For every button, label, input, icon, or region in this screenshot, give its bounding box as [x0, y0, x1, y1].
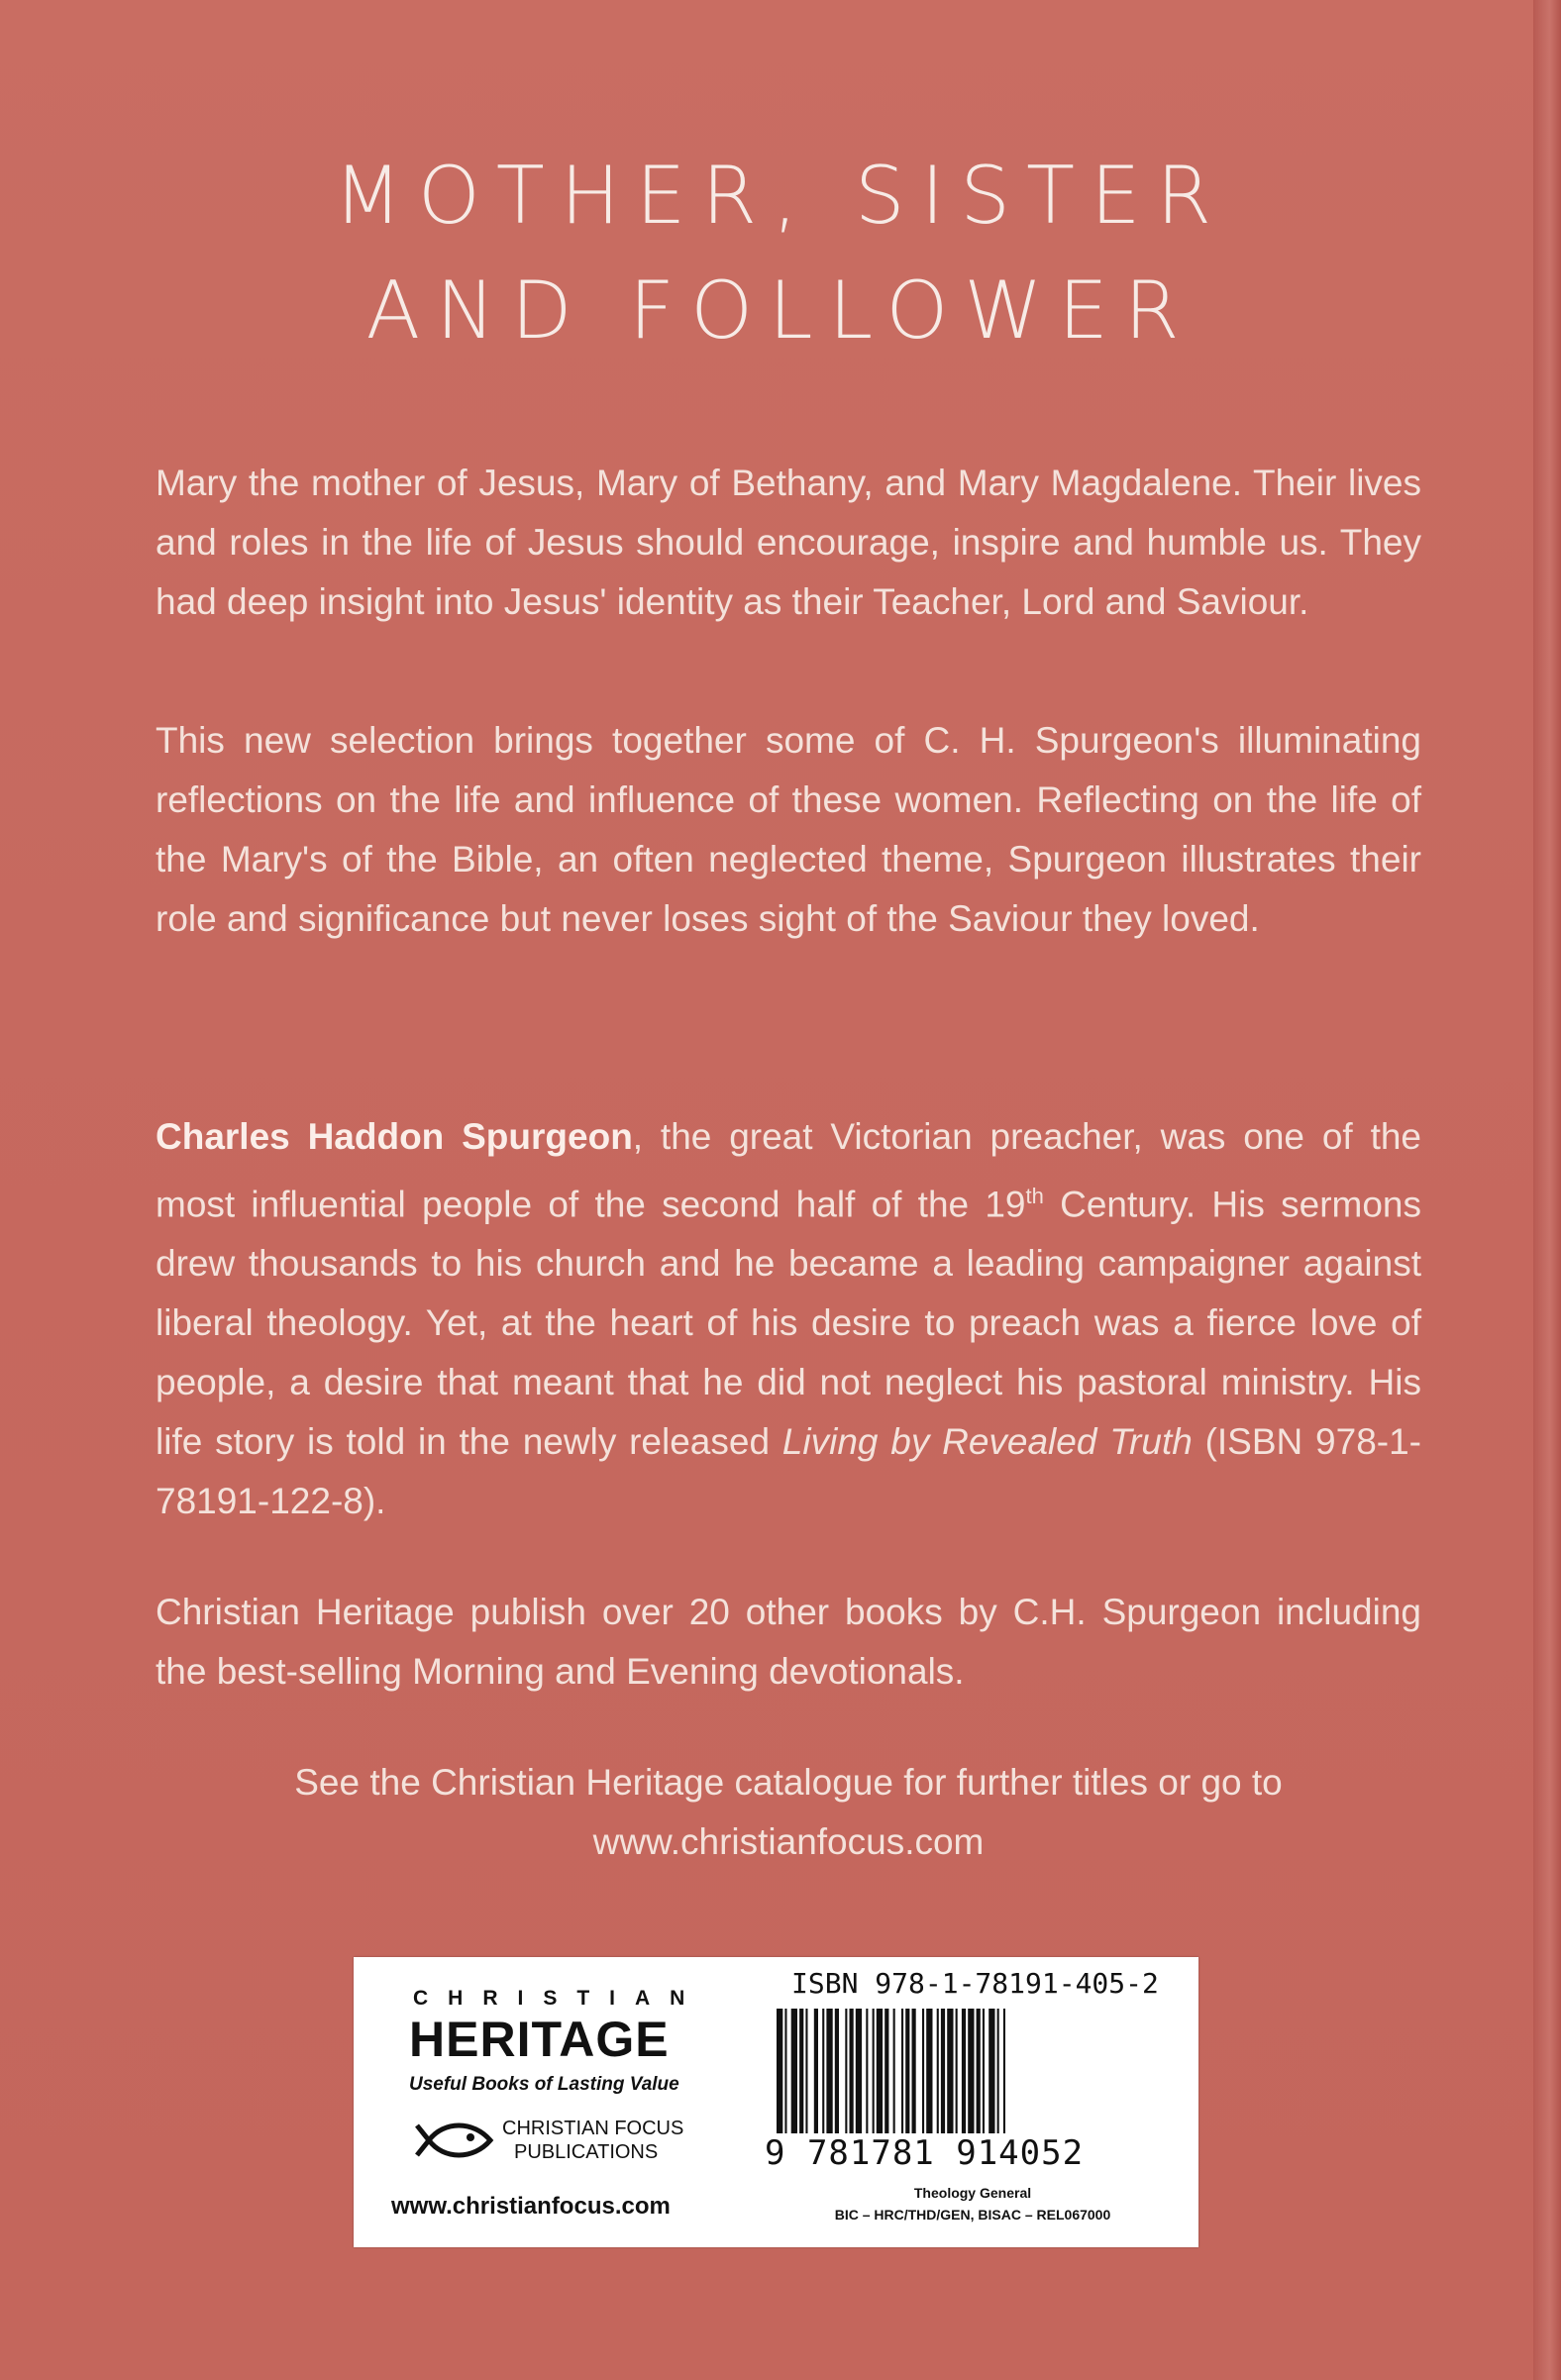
barcode-bar	[997, 2009, 999, 2145]
author-name: Charles Haddon Spurgeon	[156, 1116, 633, 1157]
bio-text-b: Century. His sermons drew thousands to his church and he became a leading campaigner against liberal theology. Yet, at the heart of his desire to preach was a fierce love of people, a desire that meant that he did not neglect his pastoral ministry. His life story is told in the newly released	[156, 1184, 1421, 1463]
bio-book-title: Living by Revealed Truth	[781, 1421, 1193, 1463]
bio-isbn: (ISBN 978-1-78191-122-8).	[156, 1421, 1421, 1522]
ichthys-fish-icon	[409, 2116, 498, 2165]
isbn-number: ISBN 978-1-78191-405-2	[791, 1967, 1159, 2000]
catalogue-line: See the Christian Heritage catalogue for further titles or go to	[294, 1762, 1283, 1803]
imprint-name: HERITAGE	[409, 2012, 670, 2067]
catalogue-note	[156, 1753, 1421, 1872]
imprint-tagline: Useful Books of Lasting Value	[409, 2074, 679, 2095]
barcode-bar	[989, 2009, 994, 2145]
barcode-bar	[873, 2009, 875, 2145]
barcode-bar	[856, 2009, 862, 2145]
blurb-paragraph-2: This new selection brings together some of C. H. Spurgeon's illuminating reflections on the life and influence of these women. Reflecting on the life of the Mary's of the Bible, an often neglected theme, Spurgeon illustrates their role and significance but never loses sight of the Saviour they loved.	[156, 720, 1421, 939]
barcode-bar	[799, 2009, 803, 2145]
barcode-bar	[777, 2009, 782, 2145]
barcode-bar	[941, 2009, 945, 2145]
barcode-bar	[850, 2009, 854, 2145]
barcode-bar	[822, 2009, 824, 2145]
barcode-bar	[905, 2009, 909, 2145]
barcode-bar	[791, 2009, 797, 2145]
author-bio	[156, 1107, 1421, 1531]
publisher-line-2: PUBLICATIONS	[514, 2141, 659, 2163]
barcode-bar	[947, 2009, 953, 2145]
barcode-bar	[983, 2009, 985, 2145]
barcode-bar	[926, 2009, 932, 2145]
barcode-bar	[912, 2009, 916, 2145]
title-line-1: MOTHER, SISTER	[333, 150, 1228, 242]
barcode-bar	[968, 2009, 974, 2145]
barcode-bar	[962, 2009, 966, 2145]
barcode-bar	[893, 2009, 895, 2145]
barcode-bar	[956, 2009, 958, 2145]
barcode-label	[354, 1957, 1198, 2247]
publisher-line-1: CHRISTIAN FOCUS	[502, 2118, 684, 2139]
barcode-bar	[885, 2009, 888, 2145]
barcode-bar	[805, 2009, 807, 2145]
barcode-bar	[845, 2009, 847, 2145]
barcode-bar	[826, 2009, 832, 2145]
barcode-bar	[977, 2009, 981, 2145]
barcode-bar	[1003, 2009, 1005, 2145]
barcode-bar	[784, 2009, 786, 2145]
more-books-paragraph: Christian Heritage publish over 20 other books by C.H. Spurgeon including the best-selling Morning and Evening devotionals.	[156, 1592, 1421, 1692]
title-line-2: AND FOLLOWER	[365, 264, 1196, 357]
barcode-bar	[877, 2009, 883, 2145]
barcode-bar	[835, 2009, 839, 2145]
book-title	[0, 139, 1561, 368]
barcode-bar	[814, 2009, 818, 2145]
blurb-paragraph-1: Mary the mother of Jesus, Mary of Bethany, and Mary Magdalene. Their lives and roles in the life of Jesus should encourage, inspire and humble us. They had deep insight into Jesus' identity as their Teacher, Lord and Saviour.	[156, 463, 1421, 622]
barcode-bar	[866, 2009, 868, 2145]
barcode-digits: 9 781781 914052	[765, 2133, 1085, 2173]
barcode-bar	[922, 2009, 924, 2145]
catalogue-url: www.christianfocus.com	[592, 1821, 985, 1862]
barcode-bar	[937, 2009, 939, 2145]
imprint-top-text: CHRISTIAN	[413, 1987, 705, 2010]
bio-superscript: th	[1025, 1184, 1044, 1208]
barcode-image	[775, 2009, 1171, 2145]
bio-text-a: , the great Victorian preacher, was one of the most influential people of the second half of the 19	[156, 1116, 1421, 1225]
subject-category: Theology General	[913, 2185, 1032, 2201]
label-url: www.christianfocus.com	[391, 2193, 671, 2220]
barcode-bar	[901, 2009, 903, 2145]
subject-codes: BIC – HRC/THD/GEN, BISAC – REL067000	[834, 2207, 1111, 2223]
